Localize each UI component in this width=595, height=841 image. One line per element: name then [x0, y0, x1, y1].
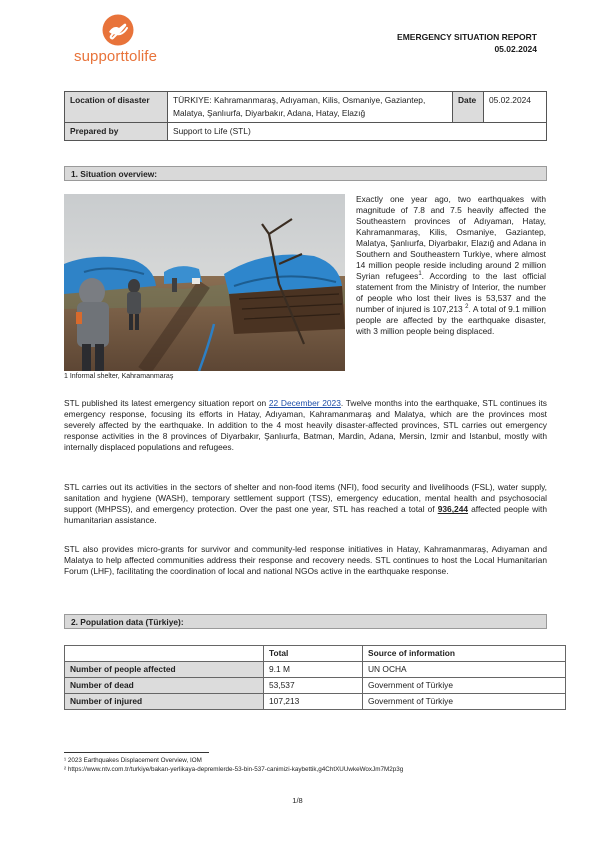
paragraph-report-update [64, 398, 547, 453]
table-header-cell: Source of information [363, 646, 566, 662]
p1-text-a: STL published its latest emergency situation report on [64, 398, 269, 408]
row-total: 107,213 [264, 694, 363, 710]
footnote-ref-2: 2 [465, 304, 469, 311]
report-info-table [64, 91, 547, 141]
report-date: 05.02.2024 [494, 44, 537, 54]
date-label: Date [453, 92, 484, 123]
page-number: 1/8 [292, 796, 303, 805]
location-label: Location of disaster [65, 92, 168, 123]
row-source: UN OCHA [363, 662, 566, 678]
shelter-photo [64, 194, 345, 371]
date-value: 05.02.2024 [484, 92, 547, 123]
photo-caption: 1 Informal shelter, Kahramanmaraş [64, 373, 174, 380]
hands-logo-icon [102, 14, 134, 46]
intro-text-3: . A total of 9.1 million people are affected by the earthquake disaster, with 3 million people being displaced. [356, 304, 546, 336]
prepared-label: Prepared by [65, 123, 168, 141]
table-row [65, 694, 566, 710]
row-total: 53,537 [264, 678, 363, 694]
table-header-cell [65, 646, 264, 662]
paragraph-sectors [64, 482, 547, 526]
footnote-1: ¹ 2023 Earthquakes Displacement Overview, IOM [64, 757, 202, 764]
informal-shelter-image [64, 194, 345, 371]
row-label: Number of people affected [65, 662, 264, 678]
paragraph-micro-grants: STL also provides micro-grants for survivor and community-led response initiatives in Hatay, Kahramanmaraş, Adıyaman and Malatya to help affected communities address their response and recovery needs. STL continues to host the Local Humanitarian Forum (LHF), facilitating the coordination of local and national NGOs active in the earthquake response. [64, 544, 547, 576]
table-header-row [65, 646, 566, 662]
intro-text-2: . According to the last official statement from the Ministry of Interior, the number of people who lost their lives is 53,537 and the number of injured is 107,213 [356, 271, 546, 314]
previous-report-link[interactable]: 22 December 2023 [268, 398, 341, 408]
section-heading-situation: 1. Situation overview: [64, 166, 547, 181]
table-row [65, 678, 566, 694]
p1-text-b: . Twelve months into the earthquake, STL continues its emergency response, focusing its efforts in Hatay, Adıyaman, Kahramanmaraş and Malatya, which are the provinces most severely affected by the earthquake. In addition to the 4 most heavily disaster-affected provinces, STL carries out emergency response activities in the 8 provinces of Diyarbakır, Şanlıurfa, Batman, Mardin, Adana, Mersin, Izmir and Istanbul, mostly with internally displaced populations and refugees. [64, 398, 547, 452]
people-reached-number: 936,244 [437, 504, 469, 514]
row-label: Number of injured [65, 694, 264, 710]
logo-text: supporttolife [74, 48, 158, 65]
location-value: TÜRKIYE: Kahramanmaraş, Adıyaman, Kilis, Osmaniye, Gaziantep, Malatya, Şanlıurfa, Diyarbakır, Adana, Hatay, Elazığ [168, 92, 453, 123]
intro-text: Exactly one year ago, two earthquakes with magnitude of 7.8 and 7.5 heavily affected the Southeastern provinces of Adıyaman, Hatay, Kahramanmaraş, Kilis, Osmaniye, Gaziantep, Malatya, Şanlıurfa, Diyarbakır, Elazığ and Adana in Southern and Southeastern Turkiye, where almost 14 million people reside including around 2 million Syrian refugees [356, 194, 546, 281]
p2-text-a: STL carries out its activities in the sectors of shelter and non-food items (NFI), food security and livelihoods (FSL), water supply, sanitation and hygiene (WASH), temporary settlement support (TSS), emergency education, mental health and psychosocial support (MHPSS), and emergency protection. Over the past one year, STL has reached a total of [64, 482, 547, 514]
report-title: EMERGENCY SITUATION REPORT [397, 32, 537, 42]
footnote-divider [64, 752, 209, 753]
section-heading-population: 2. Population data (Türkiye): [64, 614, 547, 629]
row-label: Number of dead [65, 678, 264, 694]
row-source: Government of Türkiye [363, 694, 566, 710]
report-title-block [397, 31, 537, 55]
stl-logo [74, 14, 174, 70]
row-total: 9.1 M [264, 662, 363, 678]
prepared-value: Support to Life (STL) [168, 123, 547, 141]
population-table [64, 645, 566, 710]
table-row [65, 662, 566, 678]
p2-text-b: affected people with humanitarian assistance. [64, 504, 547, 525]
row-source: Government of Türkiye [363, 678, 566, 694]
table-header-cell: Total [264, 646, 363, 662]
footnote-ref-1: 1 [418, 271, 422, 278]
intro-paragraph [356, 194, 546, 337]
footnote-2[interactable]: ² https://www.ntv.com.tr/turkiye/bakan-yerlikaya-depremlerde-53-bin-537-canimizi-kaybettik,g4ChtXUUwkeWoxJm7M2p3g [64, 766, 404, 773]
